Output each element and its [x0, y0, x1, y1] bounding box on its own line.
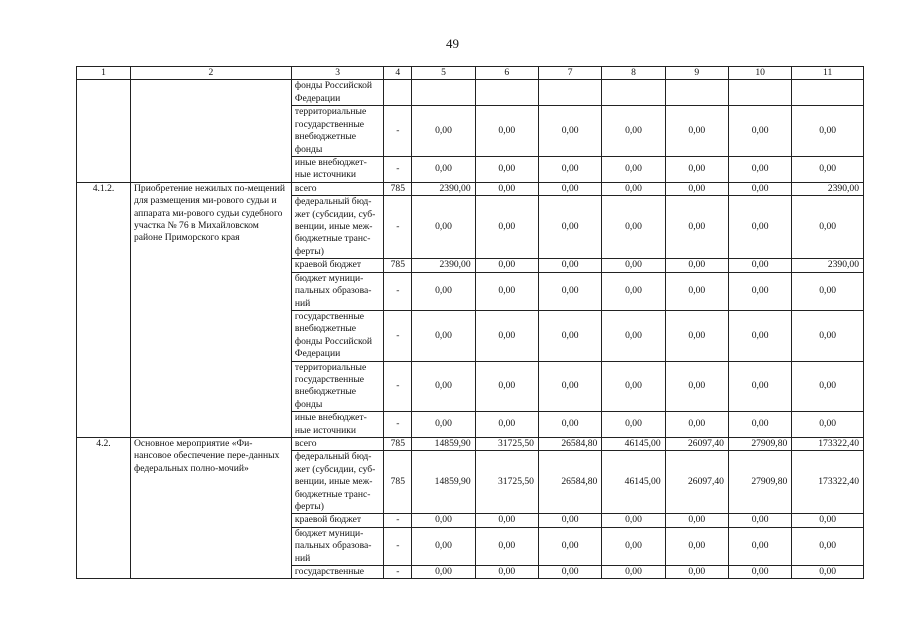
cell: 0,00	[602, 106, 665, 157]
source-label: федеральный бюд-жет (субсидии, суб-венции, иные меж-бюджетные транс-ферты)	[291, 451, 383, 514]
cell: 0,00	[412, 272, 475, 310]
cell: 0,00	[412, 310, 475, 361]
cell: 0,00	[665, 157, 728, 183]
col-header: 1	[77, 67, 131, 80]
cell: -	[384, 514, 412, 527]
col-header: 10	[728, 67, 791, 80]
cell: 0,00	[728, 182, 791, 195]
cell	[130, 80, 291, 182]
cell: 26097,40	[665, 437, 728, 450]
cell	[792, 80, 864, 106]
cell	[665, 80, 728, 106]
cell: 0,00	[665, 196, 728, 259]
cell: 0,00	[538, 527, 601, 565]
cell	[538, 80, 601, 106]
source-label: всего	[291, 437, 383, 450]
cell	[384, 80, 412, 106]
source-label: территориальные государственные внебюджетные фонды	[291, 361, 383, 412]
cell: 46145,00	[602, 451, 665, 514]
cell: 0,00	[538, 259, 601, 272]
cell: -	[384, 527, 412, 565]
cell: 0,00	[728, 310, 791, 361]
table-row	[77, 80, 864, 106]
cell: 0,00	[665, 566, 728, 579]
cell: 0,00	[602, 196, 665, 259]
source-label: фонды Российской Федерации	[291, 80, 383, 106]
col-header: 3	[291, 67, 383, 80]
cell: 0,00	[728, 527, 791, 565]
cell: 0,00	[475, 157, 538, 183]
cell: 0,00	[728, 412, 791, 438]
cell: 0,00	[475, 527, 538, 565]
cell: 0,00	[412, 361, 475, 412]
source-label: всего	[291, 182, 383, 195]
cell: 0,00	[538, 157, 601, 183]
cell: -	[384, 310, 412, 361]
cell: 0,00	[728, 361, 791, 412]
budget-table	[76, 66, 864, 579]
cell: 0,00	[728, 106, 791, 157]
cell: 0,00	[665, 106, 728, 157]
cell: -	[384, 361, 412, 412]
cell: 0,00	[475, 514, 538, 527]
cell: 0,00	[792, 412, 864, 438]
cell: 0,00	[728, 272, 791, 310]
cell: 0,00	[792, 157, 864, 183]
cell: 26584,80	[538, 451, 601, 514]
cell: 0,00	[412, 157, 475, 183]
cell: -	[384, 566, 412, 579]
col-header: 5	[412, 67, 475, 80]
cell: 14859,90	[412, 451, 475, 514]
cell: 0,00	[538, 514, 601, 527]
cell: 0,00	[475, 106, 538, 157]
cell: 0,00	[538, 182, 601, 195]
cell: 0,00	[475, 566, 538, 579]
cell: 0,00	[792, 272, 864, 310]
cell: 31725,50	[475, 437, 538, 450]
cell: 0,00	[792, 196, 864, 259]
section-name: Основное мероприятие «Фи-нансовое обеспечение пере-данных федеральных полно-мочий»	[130, 437, 291, 578]
cell	[602, 80, 665, 106]
cell: 0,00	[412, 566, 475, 579]
table-row	[77, 437, 864, 450]
cell: 0,00	[602, 412, 665, 438]
cell: 0,00	[792, 106, 864, 157]
col-header: 2	[130, 67, 291, 80]
source-label: иные внебюджет-ные источники	[291, 412, 383, 438]
cell: 0,00	[412, 412, 475, 438]
cell: 0,00	[792, 361, 864, 412]
page-number: 49	[446, 36, 459, 51]
col-header: 4	[384, 67, 412, 80]
cell: 785	[384, 451, 412, 514]
cell: 26097,40	[665, 451, 728, 514]
cell: -	[384, 157, 412, 183]
source-label: территориальные государственные внебюджетные фонды	[291, 106, 383, 157]
cell: 0,00	[538, 196, 601, 259]
cell: 0,00	[538, 361, 601, 412]
cell: 2390,00	[792, 182, 864, 195]
cell: 0,00	[538, 310, 601, 361]
cell: 0,00	[412, 527, 475, 565]
source-label: государственные внебюджетные фонды Российской Федерации	[291, 310, 383, 361]
col-header: 8	[602, 67, 665, 80]
cell: 0,00	[728, 259, 791, 272]
cell: 0,00	[792, 310, 864, 361]
col-header: 9	[665, 67, 728, 80]
cell: 14859,90	[412, 437, 475, 450]
cell	[475, 80, 538, 106]
source-label: краевой бюджет	[291, 514, 383, 527]
cell: 0,00	[475, 412, 538, 438]
cell: 0,00	[412, 106, 475, 157]
cell: 785	[384, 182, 412, 195]
cell: 0,00	[792, 566, 864, 579]
cell: 0,00	[412, 514, 475, 527]
cell: 0,00	[412, 196, 475, 259]
cell: 0,00	[602, 259, 665, 272]
col-header: 11	[792, 67, 864, 80]
source-label: краевой бюджет	[291, 259, 383, 272]
cell: 173322,40	[792, 437, 864, 450]
cell: 0,00	[665, 361, 728, 412]
cell: -	[384, 106, 412, 157]
source-label: иные внебюджет-ные источники	[291, 157, 383, 183]
cell: 0,00	[665, 182, 728, 195]
cell: 0,00	[728, 514, 791, 527]
cell: 2390,00	[412, 259, 475, 272]
cell: 0,00	[475, 182, 538, 195]
cell: 0,00	[728, 157, 791, 183]
cell: 0,00	[792, 527, 864, 565]
section-number: 4.1.2.	[77, 182, 131, 437]
cell: 0,00	[602, 272, 665, 310]
cell: 46145,00	[602, 437, 665, 450]
section-name: Приобретение нежилых по-мещений для размещения ми-рового судьи и аппарата ми-рового судьи судебного участка № 76 в Михайловском районе Приморского края	[130, 182, 291, 437]
cell	[728, 80, 791, 106]
cell	[412, 80, 475, 106]
cell: 0,00	[475, 196, 538, 259]
cell: 0,00	[475, 310, 538, 361]
cell: 2390,00	[792, 259, 864, 272]
cell: 0,00	[602, 361, 665, 412]
source-label: федеральный бюд-жет (субсидии, суб-венции, иные меж-бюджетные транс-ферты)	[291, 196, 383, 259]
cell: 0,00	[602, 157, 665, 183]
source-label: бюджет муници-пальных образова-ний	[291, 272, 383, 310]
section-number: 4.2.	[77, 437, 131, 578]
cell: 0,00	[728, 196, 791, 259]
cell: -	[384, 412, 412, 438]
cell: 0,00	[602, 527, 665, 565]
cell: 785	[384, 259, 412, 272]
cell: 0,00	[665, 527, 728, 565]
cell: 2390,00	[412, 182, 475, 195]
cell: 785	[384, 437, 412, 450]
cell: -	[384, 196, 412, 259]
cell: 0,00	[475, 361, 538, 412]
cell: 0,00	[538, 272, 601, 310]
cell: 27909,80	[728, 437, 791, 450]
cell: 173322,40	[792, 451, 864, 514]
cell: 0,00	[665, 259, 728, 272]
source-label: бюджет муници-пальных образова-ний	[291, 527, 383, 565]
cell: 0,00	[665, 514, 728, 527]
col-header: 7	[538, 67, 601, 80]
cell: 31725,50	[475, 451, 538, 514]
cell: 0,00	[602, 310, 665, 361]
cell: 0,00	[538, 412, 601, 438]
cell: 0,00	[665, 412, 728, 438]
cell: 0,00	[538, 106, 601, 157]
cell: 0,00	[665, 310, 728, 361]
col-header: 6	[475, 67, 538, 80]
cell: 0,00	[602, 182, 665, 195]
cell: 0,00	[538, 566, 601, 579]
cell: 0,00	[665, 272, 728, 310]
cell: 0,00	[792, 514, 864, 527]
cell: -	[384, 272, 412, 310]
cell: 0,00	[602, 514, 665, 527]
source-label: государственные	[291, 566, 383, 579]
cell: 0,00	[475, 259, 538, 272]
cell: 0,00	[475, 272, 538, 310]
cell	[77, 80, 131, 182]
cell: 0,00	[728, 566, 791, 579]
cell: 26584,80	[538, 437, 601, 450]
cell: 0,00	[602, 566, 665, 579]
cell: 27909,80	[728, 451, 791, 514]
header-row	[77, 67, 864, 80]
table-row	[77, 182, 864, 195]
